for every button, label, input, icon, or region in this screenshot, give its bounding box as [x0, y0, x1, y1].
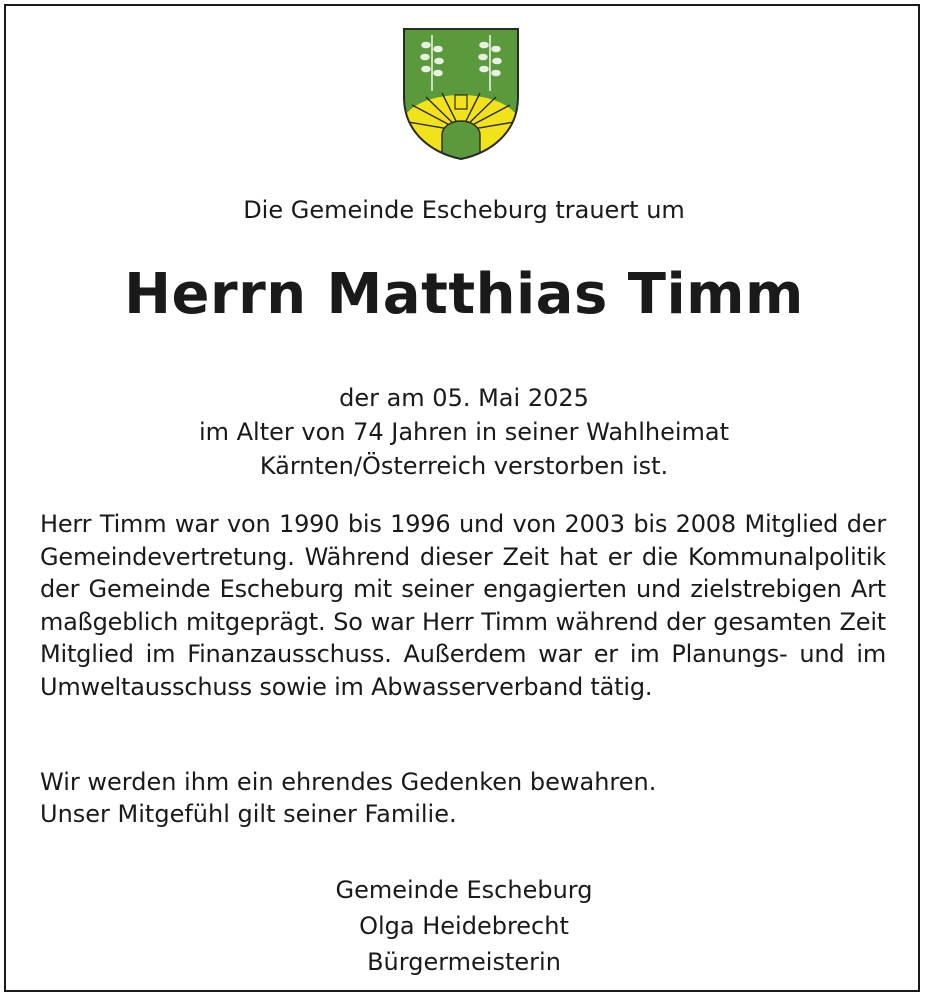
intro-text: Die Gemeinde Escheburg trauert um: [243, 196, 685, 224]
deceased-name: Herrn Matthias Timm: [124, 262, 804, 327]
closing-words: [40, 766, 656, 830]
crest-figure: [455, 95, 467, 109]
closing-line-1: Wir werden ihm ein ehrendes Gedenken bewahren.: [40, 768, 657, 796]
death-notice-line-3: Kärnten/Österreich verstorben ist.: [259, 452, 669, 480]
signature-title: Bürgermeisterin: [367, 948, 561, 976]
death-notice: [0, 381, 928, 483]
death-notice-line-1: der am 05. Mai 2025: [339, 384, 589, 412]
signature-name: Olga Heidebrecht: [359, 912, 569, 940]
death-notice-line-2: im Alter von 74 Jahren in seiner Wahlheimat: [198, 418, 730, 446]
signature-block: [0, 872, 928, 980]
coat-of-arms-icon: [402, 27, 520, 161]
closing-line-2: Unser Mitgefühl gilt seiner Familie.: [40, 800, 457, 828]
biography-paragraph: Herr Timm war von 1990 bis 1996 und von 2003 bis 2008 Mitglied der Gemeindevertretung. Während dieser Zeit hat er die Kommunalpolitik der Gemeinde Escheburg mit seiner engagierten und zielstrebigen Art maßgeblich mitgeprägt. So war Herr Timm während der gesamten Zeit Mitglied im Finanzausschuss. Außerdem war er im Planungs- und im Umweltausschuss sowie im Abwasserverband tätig.: [40, 510, 886, 701]
signature-organization: Gemeinde Escheburg: [335, 876, 593, 904]
